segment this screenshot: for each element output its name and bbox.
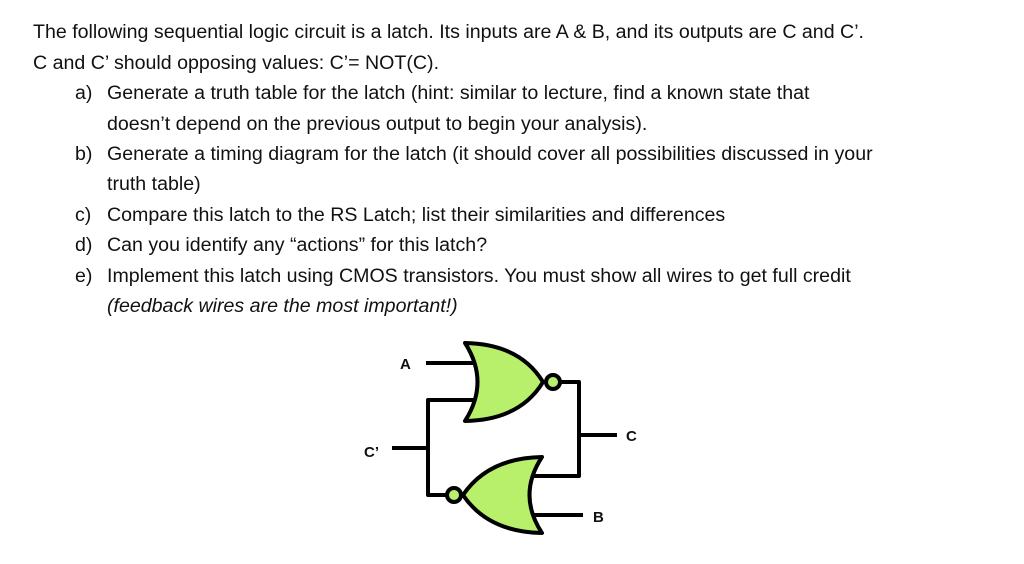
question-label: e) — [75, 265, 93, 287]
question-label: c) — [75, 204, 92, 226]
question-text: doesn’t depend on the previous output to begin your analysis). — [107, 113, 648, 135]
nor-gate-bottom — [447, 457, 542, 533]
question-text: truth table) — [107, 173, 201, 195]
label-c: C — [626, 428, 637, 445]
label-b: B — [593, 509, 604, 526]
question-label: d) — [75, 234, 93, 256]
question-text: Can you identify any “actions” for this latch? — [107, 234, 488, 256]
question-label: b) — [75, 143, 93, 165]
label-c-prime: C’ — [364, 444, 379, 461]
question-text: Compare this latch to the RS Latch; list their similarities and differences — [107, 204, 726, 226]
intro-line-1: The following sequential logic circuit is a latch. Its inputs are A & B, and its outputs are C and C’. — [33, 21, 864, 43]
question-text: Generate a timing diagram for the latch (it should cover all possibilities discussed in your — [107, 143, 873, 165]
question-label: a) — [75, 82, 93, 104]
question-text: Implement this latch using CMOS transistors. You must show all wires to get full credit — [107, 265, 851, 287]
question-text: (feedback wires are the most important!) — [107, 295, 458, 317]
nor-gate-top — [465, 343, 560, 421]
label-a: A — [400, 356, 411, 373]
question-text: Generate a truth table for the latch (hint: similar to lecture, find a known state that — [107, 82, 810, 104]
intro-line-2: C and C’ should opposing values: C’= NOT(C). — [33, 52, 440, 74]
